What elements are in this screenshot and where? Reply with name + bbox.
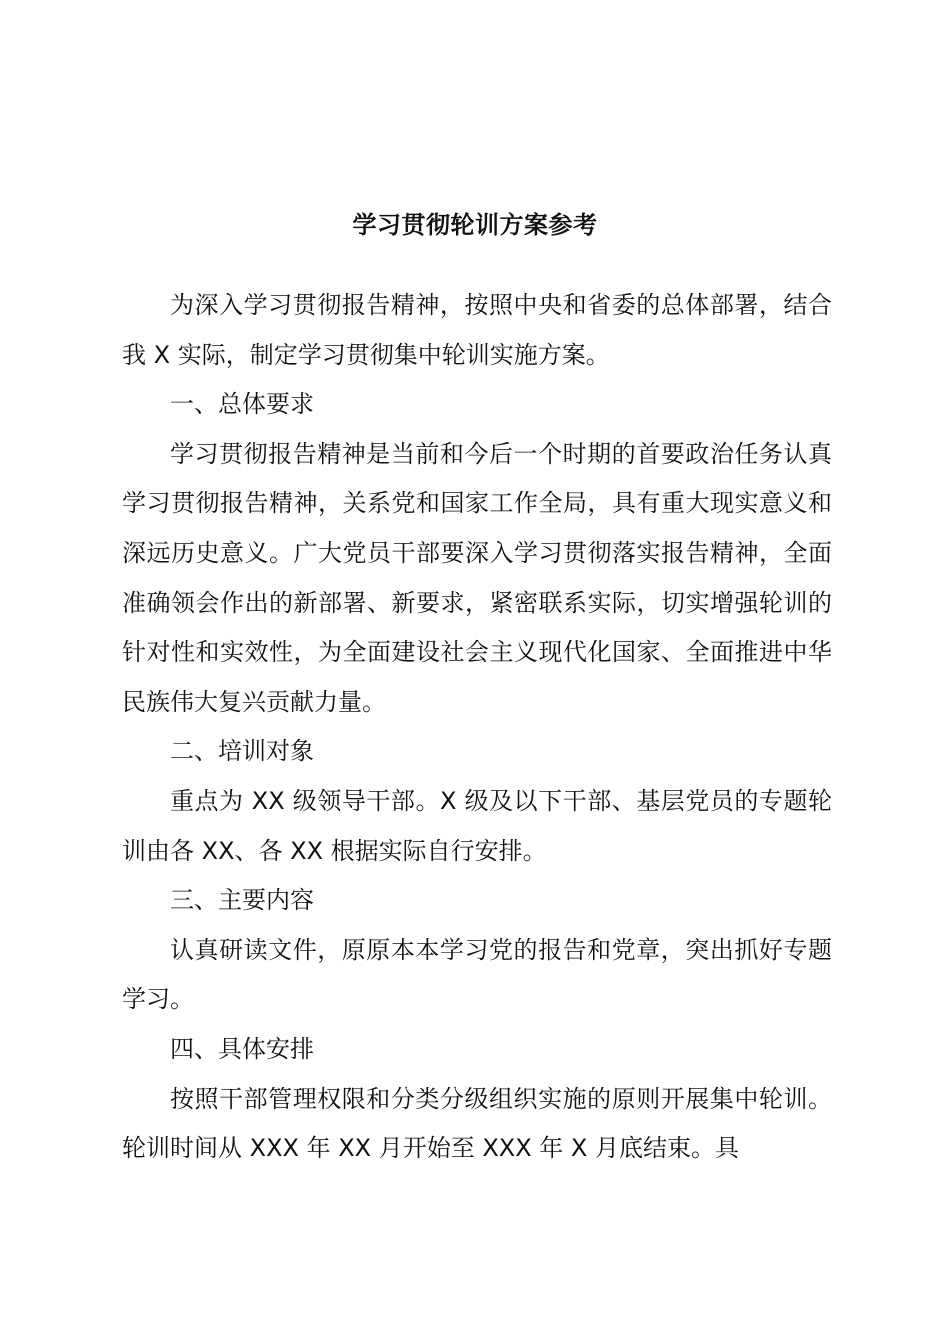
general-requirements-paragraph: 学习贯彻报告精神是当前和今后一个时期的首要政治任务认真学习贯彻报告精神，关系党和国家工作全局，具有重大现实意义和深远历史意义。广大党员干部要深入学习贯彻落实报告精神，全面准确领会作出的新部署、新要求，紧密联系实际，切实增强轮训的针对性和实效性，为全面建设社会主义现代化国家、全面推进中华民族伟大复兴贡献力量。	[122, 439, 832, 716]
main-content-paragraph: 认真研读文件，原原本本学习党的报告和党章，突出抓好专题学习。	[122, 935, 832, 1014]
document-body	[122, 281, 832, 1174]
specific-arrangements-paragraph: 按照干部管理权限和分类分级组织实施的原则开展集中轮训。轮训时间从 XXX 年 XX 月开始至 XXX 年 X 月底结束。具	[122, 1084, 832, 1163]
document-title: 学习贯彻轮训方案参考	[352, 211, 598, 239]
section-heading-training-targets: 二、培训对象	[170, 737, 314, 766]
section-heading-main-content: 三、主要内容	[170, 886, 314, 915]
section-heading-specific-arrangements: 四、具体安排	[170, 1034, 314, 1063]
section-heading-general-requirements: 一、总体要求	[170, 390, 314, 419]
intro-paragraph: 为深入学习贯彻报告精神，按照中央和省委的总体部署，结合我 X 实际，制定学习贯彻集中轮训实施方案。	[122, 291, 832, 369]
training-targets-paragraph: 重点为 XX 级领导干部。X 级及以下干部、基层党员的专题轮训由各 XX、各 XX 根据实际自行安排。	[122, 786, 832, 865]
